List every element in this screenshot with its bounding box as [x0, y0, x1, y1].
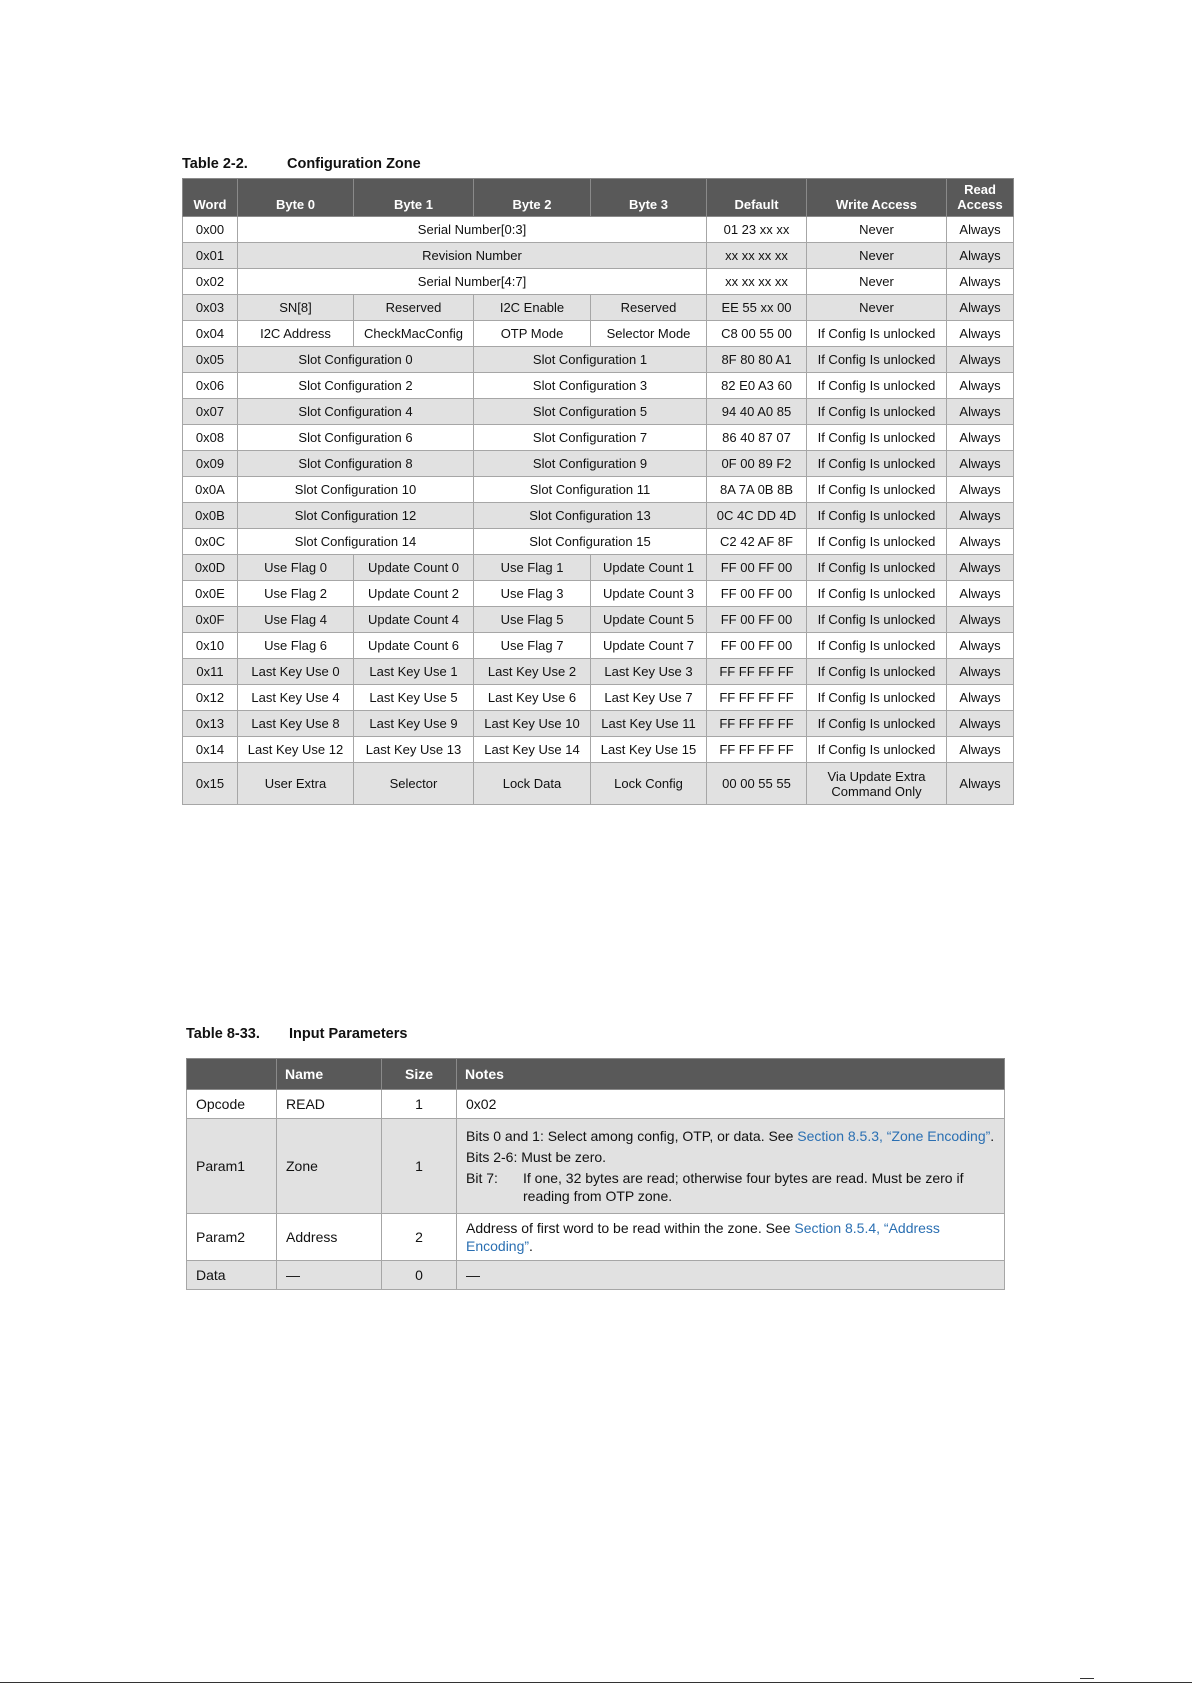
cell-write-access: If Config Is unlocked	[807, 737, 947, 763]
cell-default: 8F 80 80 A1	[707, 347, 807, 373]
cell-read-access: Always	[947, 529, 1014, 555]
table-row	[183, 633, 1014, 659]
cell-read-access: Always	[947, 269, 1014, 295]
cell-write-access: Never	[807, 295, 947, 321]
cell-write-access: If Config Is unlocked	[807, 581, 947, 607]
cell-field: Revision Number	[238, 243, 707, 269]
row-name: READ	[277, 1090, 382, 1119]
cell-default: FF 00 FF 00	[707, 581, 807, 607]
header-size: Size	[382, 1059, 457, 1090]
cell-word: 0x0B	[183, 503, 238, 529]
table-row	[183, 555, 1014, 581]
row-size: 1	[382, 1119, 457, 1214]
cell-field: Last Key Use 7	[591, 685, 707, 711]
cell-field: Update Count 3	[591, 581, 707, 607]
table-title: Configuration Zone	[287, 156, 421, 172]
table-number: Table 8-33.	[186, 1026, 260, 1042]
cell-default: C2 42 AF 8F	[707, 529, 807, 555]
cell-read-access: Always	[947, 737, 1014, 763]
table-row	[183, 451, 1014, 477]
cell-default: FF FF FF FF	[707, 685, 807, 711]
cell-word: 0x0D	[183, 555, 238, 581]
row-size: 1	[382, 1090, 457, 1119]
cell-word: 0x11	[183, 659, 238, 685]
cell-write-access: If Config Is unlocked	[807, 503, 947, 529]
cell-field: Lock Data	[474, 763, 591, 805]
table-row	[183, 217, 1014, 243]
header-notes: Notes	[457, 1059, 1005, 1090]
cell-word: 0x0A	[183, 477, 238, 503]
cell-read-access: Always	[947, 711, 1014, 737]
cell-field: Last Key Use 8	[238, 711, 354, 737]
cell-default: 0C 4C DD 4D	[707, 503, 807, 529]
cell-word: 0x10	[183, 633, 238, 659]
cell-field: Use Flag 0	[238, 555, 354, 581]
bits-2-6-note: Bits 2-6: Must be zero.	[466, 1149, 607, 1165]
row-name: Address	[277, 1214, 382, 1261]
cell-field: Update Count 4	[354, 607, 474, 633]
cell-default: 01 23 xx xx	[707, 217, 807, 243]
cell-read-access: Always	[947, 451, 1014, 477]
header-byte0: Byte 0	[238, 179, 354, 217]
cell-read-access: Always	[947, 581, 1014, 607]
cell-word: 0x05	[183, 347, 238, 373]
cell-read-access: Always	[947, 295, 1014, 321]
cell-write-access: If Config Is unlocked	[807, 659, 947, 685]
cell-field: Last Key Use 5	[354, 685, 474, 711]
table-row	[183, 607, 1014, 633]
cell-field: Update Count 5	[591, 607, 707, 633]
cell-field: Slot Configuration 10	[238, 477, 474, 503]
table-row	[183, 685, 1014, 711]
header-write-access: Write Access	[807, 179, 947, 217]
cell-write-access: If Config Is unlocked	[807, 399, 947, 425]
cell-field: Last Key Use 9	[354, 711, 474, 737]
table-row-param1	[187, 1119, 1005, 1214]
cell-field: Update Count 0	[354, 555, 474, 581]
cell-word: 0x09	[183, 451, 238, 477]
row-name: —	[277, 1261, 382, 1290]
cell-field: Update Count 7	[591, 633, 707, 659]
cell-read-access: Always	[947, 477, 1014, 503]
table-row	[183, 763, 1014, 805]
cell-field: Last Key Use 1	[354, 659, 474, 685]
cell-write-access: If Config Is unlocked	[807, 555, 947, 581]
row-size: 0	[382, 1261, 457, 1290]
table-row	[183, 581, 1014, 607]
cell-default: xx xx xx xx	[707, 269, 807, 295]
cell-field: SN[8]	[238, 295, 354, 321]
cell-field: Serial Number[4:7]	[238, 269, 707, 295]
cell-field: Last Key Use 15	[591, 737, 707, 763]
row-name: Zone	[277, 1119, 382, 1214]
cell-field: Use Flag 6	[238, 633, 354, 659]
header-byte1: Byte 1	[354, 179, 474, 217]
cell-field: Last Key Use 2	[474, 659, 591, 685]
header-byte2: Byte 2	[474, 179, 591, 217]
cell-word: 0x00	[183, 217, 238, 243]
table-row-data	[187, 1261, 1005, 1290]
cell-read-access: Always	[947, 607, 1014, 633]
bits-0-1-key: Bits 0 and 1:	[466, 1128, 544, 1144]
cell-default: 94 40 A0 85	[707, 399, 807, 425]
row-label: Param2	[187, 1214, 277, 1261]
cell-word: 0x04	[183, 321, 238, 347]
input-parameters-table	[186, 1058, 1005, 1290]
cell-read-access: Always	[947, 763, 1014, 805]
cell-write-access: If Config Is unlocked	[807, 373, 947, 399]
row-notes: 0x02	[457, 1090, 1005, 1119]
cell-field: Lock Config	[591, 763, 707, 805]
cell-read-access: Always	[947, 373, 1014, 399]
cell-read-access: Always	[947, 633, 1014, 659]
cell-field: Reserved	[591, 295, 707, 321]
cell-field: Update Count 2	[354, 581, 474, 607]
cell-word: 0x0E	[183, 581, 238, 607]
table-2-2-caption	[182, 156, 421, 172]
cell-field: Last Key Use 14	[474, 737, 591, 763]
cell-default: FF FF FF FF	[707, 711, 807, 737]
cell-field: Slot Configuration 5	[474, 399, 707, 425]
table-row	[183, 269, 1014, 295]
cell-field: Last Key Use 11	[591, 711, 707, 737]
cell-default: FF 00 FF 00	[707, 633, 807, 659]
cell-field: Use Flag 2	[238, 581, 354, 607]
cell-write-access: If Config Is unlocked	[807, 477, 947, 503]
cell-write-access: Never	[807, 243, 947, 269]
cell-default: FF FF FF FF	[707, 737, 807, 763]
table-row	[183, 243, 1014, 269]
cell-read-access: Always	[947, 399, 1014, 425]
header-read-access	[947, 179, 1014, 217]
row-label: Param1	[187, 1119, 277, 1214]
row-size: 2	[382, 1214, 457, 1261]
cell-field: Slot Configuration 15	[474, 529, 707, 555]
bit-7-note	[466, 1169, 995, 1205]
cell-field: Last Key Use 13	[354, 737, 474, 763]
header-read-line2: Access	[957, 197, 1003, 212]
cell-word: 0x13	[183, 711, 238, 737]
cell-word: 0x01	[183, 243, 238, 269]
cell-read-access: Always	[947, 503, 1014, 529]
cell-default: 0F 00 89 F2	[707, 451, 807, 477]
cell-field: Slot Configuration 6	[238, 425, 474, 451]
cell-read-access: Always	[947, 555, 1014, 581]
cell-default: 8A 7A 0B 8B	[707, 477, 807, 503]
header-blank	[187, 1059, 277, 1090]
cell-field: Use Flag 1	[474, 555, 591, 581]
cell-field: Slot Configuration 11	[474, 477, 707, 503]
cell-default: FF 00 FF 00	[707, 555, 807, 581]
page-bottom-rule	[0, 1682, 1192, 1683]
cell-word: 0x14	[183, 737, 238, 763]
cell-default: C8 00 55 00	[707, 321, 807, 347]
header-byte3: Byte 3	[591, 179, 707, 217]
row-notes: —	[457, 1261, 1005, 1290]
cell-word: 0x08	[183, 425, 238, 451]
cell-word: 0x15	[183, 763, 238, 805]
cell-field: Slot Configuration 9	[474, 451, 707, 477]
cell-field: Use Flag 4	[238, 607, 354, 633]
param2-text: Address of first word to be read within the zone. See	[466, 1220, 795, 1236]
row-label: Opcode	[187, 1090, 277, 1119]
bit-7-text: If one, 32 bytes are read; otherwise four bytes are read. Must be zero if reading from OTP zone.	[523, 1170, 964, 1204]
cell-field: I2C Address	[238, 321, 354, 347]
cell-write-access: Never	[807, 269, 947, 295]
cell-field: Slot Configuration 13	[474, 503, 707, 529]
table-row	[183, 711, 1014, 737]
table-row	[183, 295, 1014, 321]
row-notes	[457, 1119, 1005, 1214]
table-row	[183, 373, 1014, 399]
table-row	[183, 659, 1014, 685]
cell-field: Slot Configuration 0	[238, 347, 474, 373]
cell-field: Slot Configuration 14	[238, 529, 474, 555]
cell-word: 0x07	[183, 399, 238, 425]
table-title: Input Parameters	[289, 1026, 408, 1042]
bits-0-1-text: Select among config, OTP, or data. See	[543, 1128, 798, 1144]
table-row	[183, 503, 1014, 529]
cell-write-access: If Config Is unlocked	[807, 607, 947, 633]
cell-word: 0x02	[183, 269, 238, 295]
cell-field: Slot Configuration 2	[238, 373, 474, 399]
bits-0-1-note	[466, 1127, 995, 1145]
cell-field: Use Flag 7	[474, 633, 591, 659]
header-read-line1: Read	[964, 182, 996, 197]
zone-encoding-link[interactable]: Section 8.5.3, “Zone Encoding”	[797, 1128, 991, 1144]
cell-write-access: If Config Is unlocked	[807, 711, 947, 737]
table-row	[183, 477, 1014, 503]
cell-read-access: Always	[947, 217, 1014, 243]
configuration-zone-table	[182, 178, 1014, 805]
cell-word: 0x0C	[183, 529, 238, 555]
cell-word: 0x03	[183, 295, 238, 321]
cell-field: Selector	[354, 763, 474, 805]
cell-read-access: Always	[947, 347, 1014, 373]
cell-write-access: If Config Is unlocked	[807, 633, 947, 659]
cell-field: Last Key Use 12	[238, 737, 354, 763]
cell-word: 0x06	[183, 373, 238, 399]
cell-word: 0x0F	[183, 607, 238, 633]
cell-write-access: If Config Is unlocked	[807, 685, 947, 711]
bit-7-key: Bit 7:	[466, 1170, 498, 1186]
cell-field: I2C Enable	[474, 295, 591, 321]
row-label: Data	[187, 1261, 277, 1290]
table-row	[183, 399, 1014, 425]
cell-field: Slot Configuration 12	[238, 503, 474, 529]
cell-read-access: Always	[947, 321, 1014, 347]
table-row	[183, 425, 1014, 451]
cell-field: Last Key Use 6	[474, 685, 591, 711]
table-8-33-caption	[186, 1026, 407, 1042]
cell-default: xx xx xx xx	[707, 243, 807, 269]
cell-field: Slot Configuration 3	[474, 373, 707, 399]
cell-default: 00 00 55 55	[707, 763, 807, 805]
cell-default: FF 00 FF 00	[707, 607, 807, 633]
cell-read-access: Always	[947, 243, 1014, 269]
cell-write-access: If Config Is unlocked	[807, 425, 947, 451]
cell-word: 0x12	[183, 685, 238, 711]
table-number: Table 2-2.	[182, 156, 248, 172]
page-corner-mark	[1080, 1678, 1094, 1683]
cell-field: Last Key Use 10	[474, 711, 591, 737]
cell-write-access: If Config Is unlocked	[807, 451, 947, 477]
cell-field: Slot Configuration 8	[238, 451, 474, 477]
cell-field: Use Flag 3	[474, 581, 591, 607]
cell-write-access: If Config Is unlocked	[807, 347, 947, 373]
cell-field: Reserved	[354, 295, 474, 321]
cell-field: Last Key Use 3	[591, 659, 707, 685]
cell-field: Selector Mode	[591, 321, 707, 347]
cell-field: Slot Configuration 7	[474, 425, 707, 451]
cell-field: Use Flag 5	[474, 607, 591, 633]
header-name: Name	[277, 1059, 382, 1090]
cell-default: EE 55 xx 00	[707, 295, 807, 321]
cell-read-access: Always	[947, 425, 1014, 451]
table-row	[183, 529, 1014, 555]
cell-field: CheckMacConfig	[354, 321, 474, 347]
cell-field: OTP Mode	[474, 321, 591, 347]
cell-field: Last Key Use 4	[238, 685, 354, 711]
param2-end: .	[529, 1238, 533, 1254]
cell-field: Slot Configuration 1	[474, 347, 707, 373]
table-header-row	[187, 1059, 1005, 1090]
address-encoding-link[interactable]: Section 8.5.4, “Address Encoding”	[466, 1220, 940, 1254]
table-row	[183, 737, 1014, 763]
cell-field: Slot Configuration 4	[238, 399, 474, 425]
cell-field: Serial Number[0:3]	[238, 217, 707, 243]
cell-field: Update Count 1	[591, 555, 707, 581]
cell-write-access: Via Update Extra Command Only	[807, 763, 947, 805]
cell-default: 86 40 87 07	[707, 425, 807, 451]
cell-write-access: Never	[807, 217, 947, 243]
cell-field: User Extra	[238, 763, 354, 805]
table-row-opcode	[187, 1090, 1005, 1119]
cell-read-access: Always	[947, 659, 1014, 685]
table-header-row	[183, 179, 1014, 217]
table-row-param2	[187, 1214, 1005, 1261]
cell-write-access: If Config Is unlocked	[807, 529, 947, 555]
bits-0-1-end: .	[990, 1128, 995, 1144]
header-default: Default	[707, 179, 807, 217]
table-row	[183, 321, 1014, 347]
cell-default: FF FF FF FF	[707, 659, 807, 685]
table-row	[183, 347, 1014, 373]
cell-default: 82 E0 A3 60	[707, 373, 807, 399]
cell-write-access: If Config Is unlocked	[807, 321, 947, 347]
cell-field: Last Key Use 0	[238, 659, 354, 685]
header-word: Word	[183, 179, 238, 217]
cell-field: Update Count 6	[354, 633, 474, 659]
row-notes	[457, 1214, 1005, 1261]
cell-read-access: Always	[947, 685, 1014, 711]
